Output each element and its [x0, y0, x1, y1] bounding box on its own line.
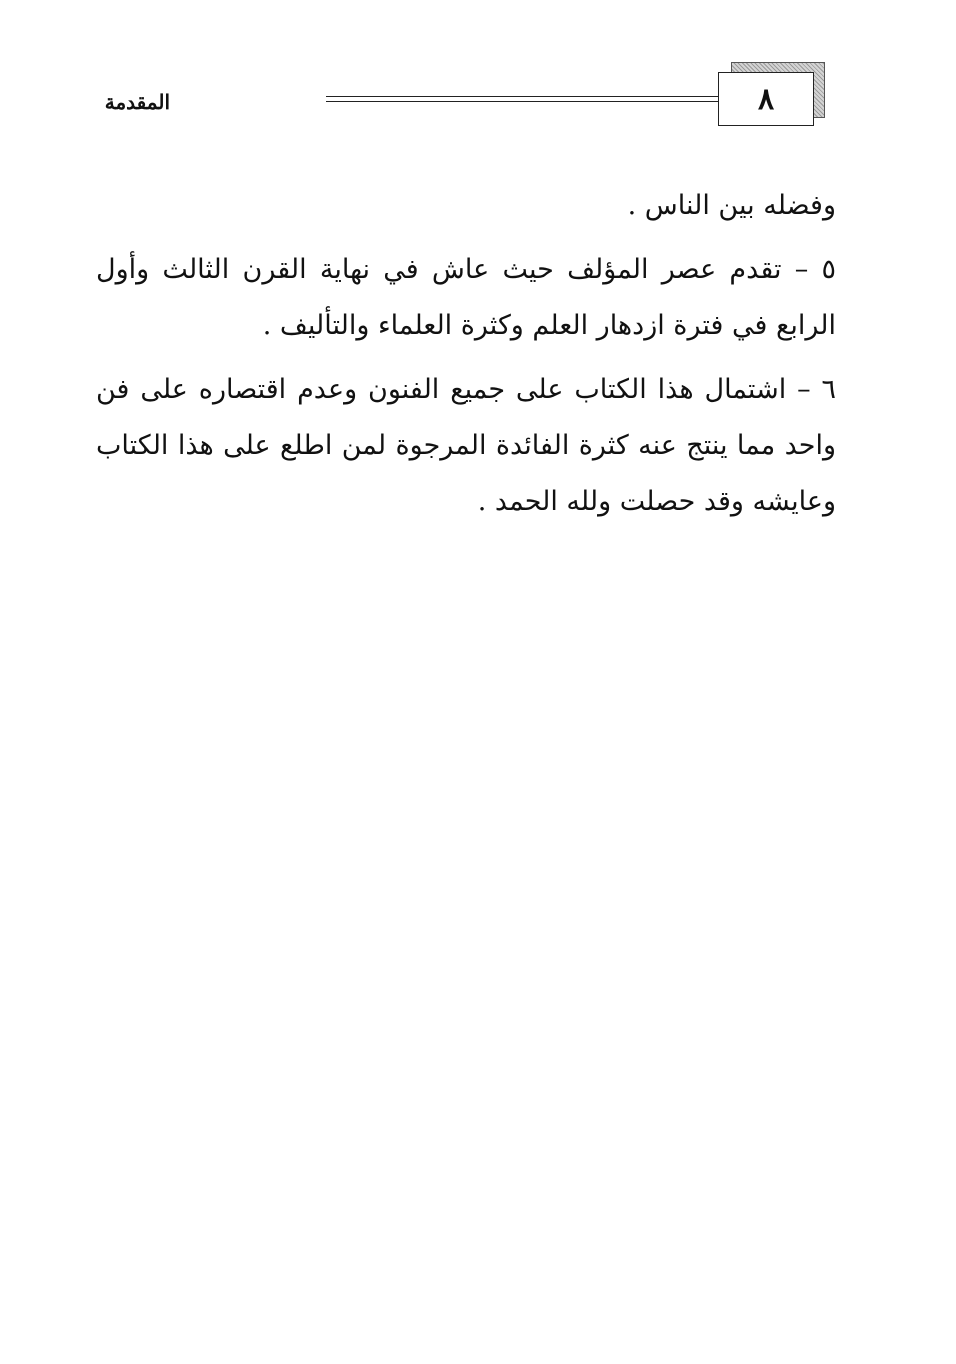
body-text: [96, 178, 836, 530]
page-number-box: [718, 72, 814, 126]
header-double-rule: [326, 96, 718, 102]
paragraph-point-5: ٥ – تقدم عصر المؤلف حيث عاش في نهاية القرن الثالث وأول الرابع في فترة ازدهار العلم وكثرة العلماء والتأليف .: [96, 254, 836, 341]
page-number: ٨: [757, 81, 775, 117]
paragraph-point-6: ٦ – اشتمال هذا الكتاب على جميع الفنون وعدم اقتصاره على فن واحد مما ينتج عنه كثرة الفائدة المرجوة لمن اطلع على هذا الكتاب وعايشه وقد حصلت ولله الحمد .: [96, 374, 836, 517]
running-head-chapter-title: المقدمة: [104, 90, 170, 114]
paragraph-continuation: وفضله بين الناس .: [627, 190, 836, 221]
